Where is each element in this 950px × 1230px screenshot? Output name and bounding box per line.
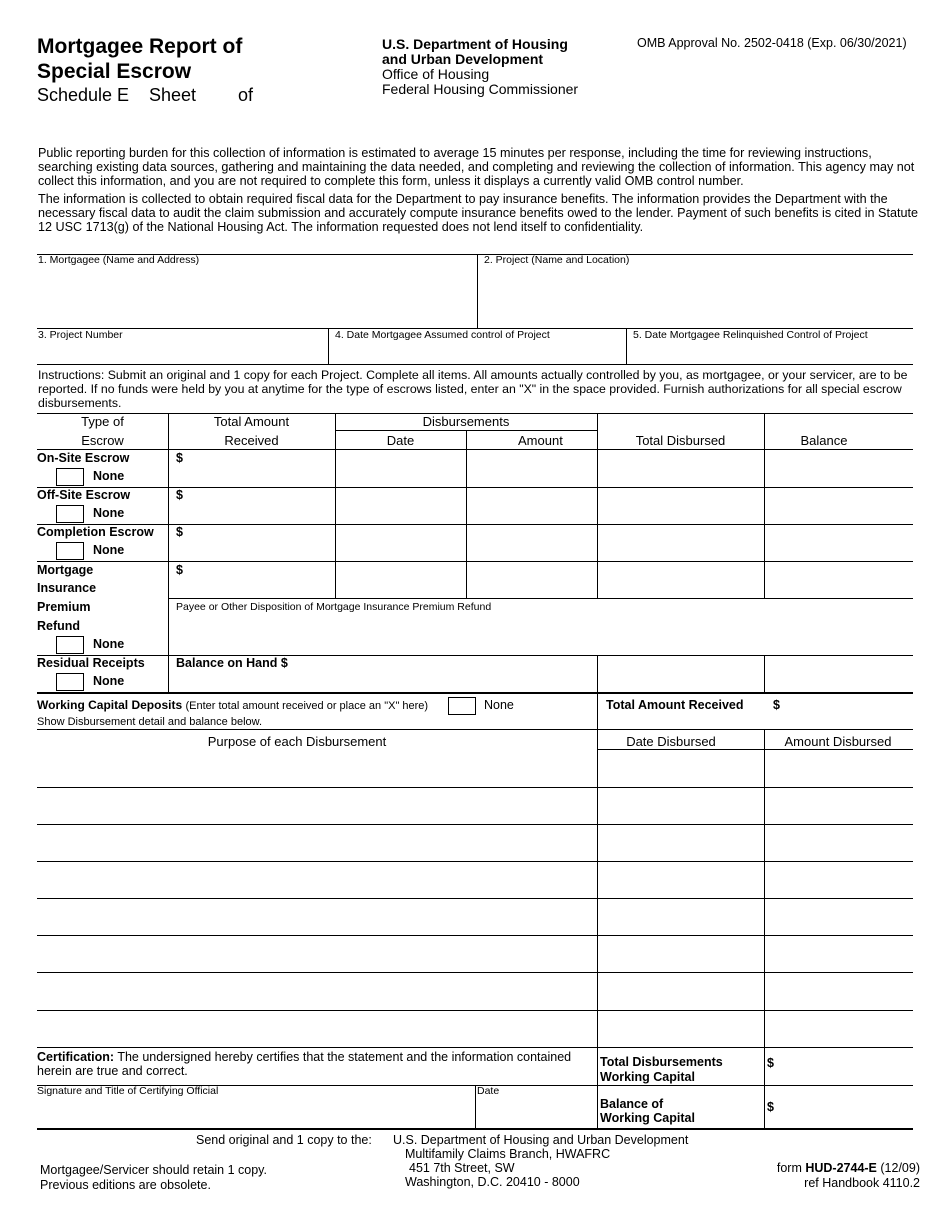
col-date-header: Date [386, 433, 415, 448]
onsite-escrow-label: On-Site Escrow [37, 451, 130, 465]
mip-label-1: Mortgage [37, 563, 94, 577]
mip-label-2: Insurance [37, 581, 97, 595]
rule [37, 1128, 913, 1130]
rule [37, 861, 913, 862]
sheet-of-label: of [238, 85, 254, 105]
retain-copy-note: Mortgagee/Servicer should retain 1 copy. [40, 1163, 267, 1177]
balance-working-capital-dollar: $ [767, 1100, 774, 1114]
show-disbursement-note: Show Disbursement detail and balance below. [37, 716, 263, 728]
total-amount-received-dollar: $ [773, 698, 780, 712]
omb-approval: OMB Approval No. 2502-0418 (Exp. 06/30/2021) [637, 36, 907, 50]
rule [328, 328, 329, 364]
form-id: HUD-2744-E [805, 1161, 877, 1175]
purpose-statement: The information is collected to obtain required fiscal data for the Department to pay insurance benefits. The information provides the Department with the necessary fiscal data to audit the claim submission and accurately compute insurance benefits owed to the lender. Payment of such benefits is cited in Statute 12 USC 1713(g) of the National Housing Act. The information requested does not lend itself to confidentiality. [38, 192, 918, 234]
balance-working-capital-label-2: Working Capital [600, 1111, 695, 1125]
dept-line4: Federal Housing Commissioner [382, 81, 579, 97]
total-disbursements-label-1: Total Disbursements [600, 1055, 723, 1069]
send-to-label: Send original and 1 copy to the: [196, 1133, 372, 1147]
offsite-escrow-label: Off-Site Escrow [37, 488, 131, 502]
working-capital-none: None [484, 698, 514, 712]
certification-text: The undersigned hereby certifies that the statement and the information contained [117, 1050, 572, 1064]
instructions: Instructions: Submit an original and 1 copy for each Project. Complete all items. All amounts actually controlled by you, as mortgagee, or your servicer, are to be reported. If no funds were held by you at anytime for the type of escrows listed, enter an "X" in the space provided. Furnish authorizations for all special escrow disbursements. [38, 368, 908, 410]
onsite-none-label: None [93, 469, 125, 483]
rule [764, 655, 765, 692]
mip-label-4: Refund [37, 619, 81, 633]
rule [168, 413, 169, 692]
rule [37, 729, 913, 730]
rule [597, 692, 598, 1128]
dept-line3: Office of Housing [382, 66, 490, 82]
residual-none-checkbox[interactable] [56, 673, 84, 691]
rule [597, 749, 913, 750]
project-number-field[interactable] [40, 342, 324, 362]
rule [168, 598, 913, 599]
form-prefix: form [776, 1161, 806, 1175]
rule [626, 328, 627, 364]
completion-none-label: None [93, 543, 125, 557]
purpose-header: Purpose of each Disbursement [207, 734, 387, 749]
col-total-disbursed-header: Total Disbursed [635, 433, 726, 448]
col-type-header-1: Type of [81, 414, 124, 429]
onsite-dollar: $ [176, 451, 183, 465]
sheet-label: Sheet [149, 85, 197, 105]
balance-on-hand-label: Balance on Hand $ [176, 656, 288, 670]
rule [37, 972, 913, 973]
residual-none-label: None [93, 674, 125, 688]
handbook-ref: ref Handbook 4110.2 [804, 1176, 920, 1190]
rule [37, 1010, 913, 1011]
offsite-dollar: $ [176, 488, 183, 502]
rule [37, 787, 913, 788]
rule [37, 692, 913, 694]
rule [37, 1047, 913, 1048]
completion-escrow-label: Completion Escrow [37, 525, 154, 539]
rule [37, 655, 913, 656]
amount-disbursed-header: Amount Disbursed [784, 734, 892, 749]
working-capital-x-checkbox[interactable] [448, 697, 476, 715]
project-label: 2. Project (Name and Location) [484, 254, 630, 266]
completion-dollar: $ [176, 525, 183, 539]
form-title-line1: Mortgagee Report of [37, 35, 243, 58]
dept-line2: and Urban Development [382, 51, 544, 67]
obsolete-note: Previous editions are obsolete. [40, 1178, 211, 1192]
rule [37, 824, 913, 825]
rule [466, 430, 467, 598]
date-field[interactable] [479, 1099, 593, 1125]
date-disbursed-header: Date Disbursed [626, 734, 716, 749]
col-total-header-2: Received [224, 433, 279, 448]
rule [37, 561, 913, 562]
completion-none-checkbox[interactable] [56, 542, 84, 560]
rule [475, 1085, 476, 1128]
address-line3: 451 7th Street, SW [409, 1161, 515, 1175]
rule [764, 729, 765, 1128]
payee-label: Payee or Other Disposition of Mortgage Insurance Premium Refund [176, 601, 492, 613]
date-relinquished-field[interactable] [630, 342, 910, 362]
form-number [777, 1161, 920, 1175]
mip-none-label: None [93, 637, 125, 651]
col-balance-header: Balance [800, 433, 848, 448]
address-line1: U.S. Department of Housing and Urban Development [393, 1133, 689, 1147]
dept-line1: U.S. Department of Housing [382, 36, 568, 52]
onsite-none-checkbox[interactable] [56, 468, 84, 486]
total-amount-received-label: Total Amount Received [606, 698, 744, 712]
address-line2: Multifamily Claims Branch, HWAFRC [405, 1147, 611, 1161]
date-assumed-label: 4. Date Mortgagee Assumed control of Project [335, 329, 550, 341]
date-relinquished-label: 5. Date Mortgagee Relinquished Control of Project [633, 329, 868, 341]
certification-line2: herein are true and correct. [37, 1064, 188, 1078]
certification-label: Certification: [37, 1050, 115, 1064]
rule [477, 254, 478, 328]
offsite-none-checkbox[interactable] [56, 505, 84, 523]
address-line4: Washington, D.C. 20410 - 8000 [405, 1175, 580, 1189]
col-disbursements-header: Disbursements [422, 414, 510, 429]
mip-label-3: Premium [37, 600, 91, 614]
project-number-label: 3. Project Number [38, 329, 123, 341]
offsite-none-label: None [93, 506, 125, 520]
rule [37, 524, 913, 525]
form-title-line2: Special Escrow [37, 60, 192, 83]
rule [597, 655, 598, 692]
mip-dollar: $ [176, 563, 183, 577]
balance-working-capital-label-1: Balance of [600, 1097, 664, 1111]
signature-label: Signature and Title of Certifying Official [37, 1085, 219, 1097]
working-capital-title [37, 698, 428, 712]
rule [37, 898, 913, 899]
residual-receipts-label: Residual Receipts [37, 656, 145, 670]
date-assumed-field[interactable] [332, 342, 622, 362]
working-capital-hint: (Enter total amount received or place an "X" here) [185, 700, 429, 712]
col-type-header-2: Escrow [81, 433, 124, 448]
mip-none-checkbox[interactable] [56, 636, 84, 654]
mortgagee-label: 1. Mortgagee (Name and Address) [38, 254, 200, 266]
rule [37, 935, 913, 936]
rule [37, 487, 913, 488]
burden-statement: Public reporting burden for this collection of information is estimated to average 15 minutes per response, including the time for reviewing instructions, searching existing data sources, gathering and maintaining the data needed, and completing and reviewing the collection of information. This agency may not collect this information, and you are not required to complete this form, unless it displays a currently valid OMB control number. [38, 146, 915, 188]
col-total-header-1: Total Amount [213, 414, 290, 429]
schedule-label: Schedule E [37, 85, 130, 105]
total-disbursements-dollar: $ [767, 1056, 774, 1070]
total-disbursements-label-2: Working Capital [600, 1070, 695, 1084]
payee-field[interactable] [172, 616, 910, 652]
project-field[interactable] [482, 268, 910, 324]
certification-line1 [37, 1050, 571, 1064]
col-amount-header: Amount [518, 433, 563, 448]
rule [37, 364, 913, 365]
date-label: Date [477, 1085, 500, 1097]
mortgagee-field[interactable] [40, 268, 472, 324]
signature-field[interactable] [40, 1099, 470, 1125]
form-date: (12/09) [876, 1161, 920, 1175]
working-capital-title-text: Working Capital Deposits [37, 698, 183, 712]
